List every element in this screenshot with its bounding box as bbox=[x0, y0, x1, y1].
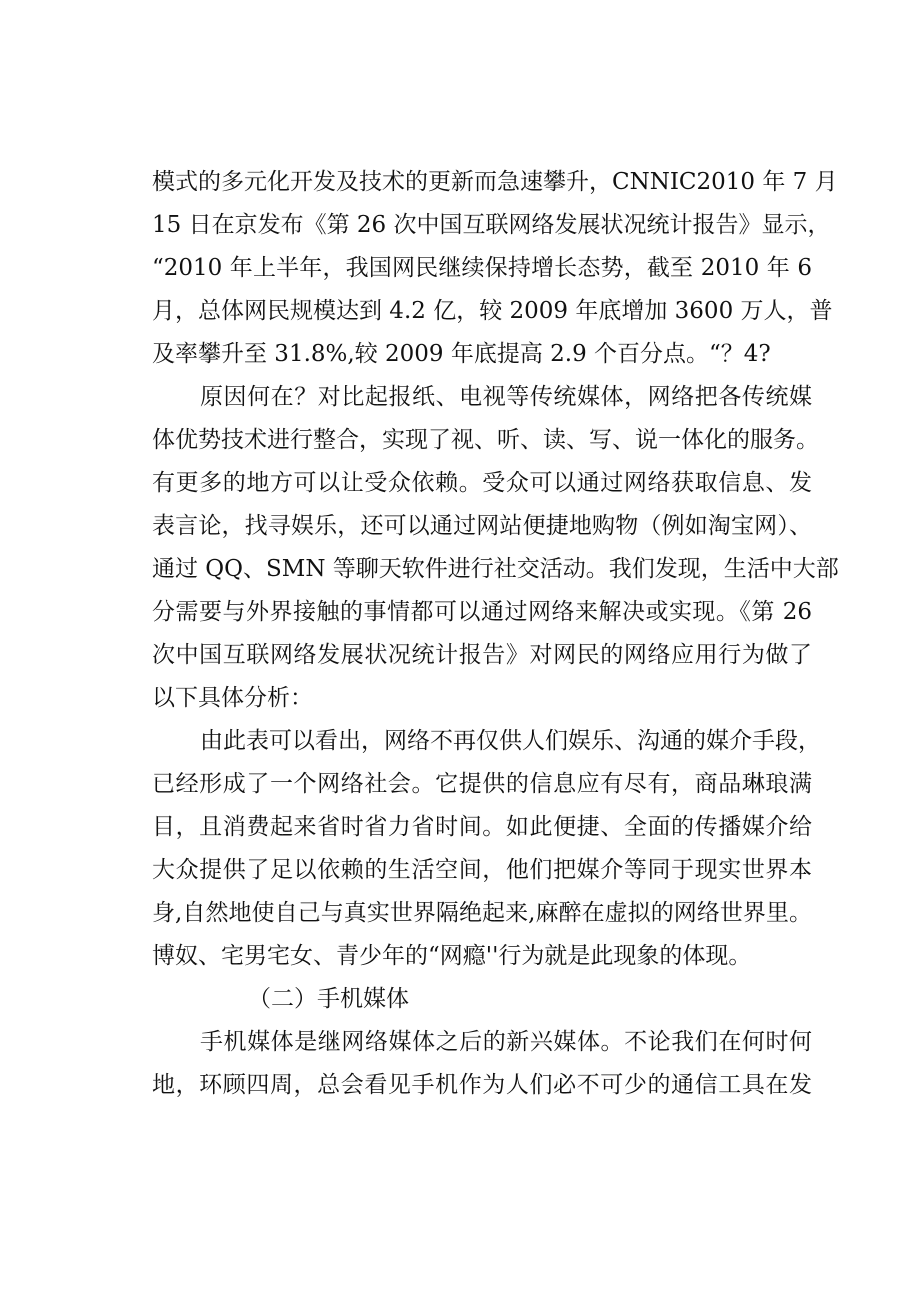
text-line: 由此表可以看出，网络不再仅供人们娱乐、沟通的媒介手段， bbox=[200, 728, 821, 754]
text-line: 以下具体分析： bbox=[152, 685, 313, 711]
section-heading: （二）手机媒体 bbox=[248, 986, 409, 1012]
text-line: 通过 QQ、SMN 等聊天软件进行社交活动。我们发现，生活中大部 bbox=[152, 556, 839, 582]
text-line: 地，环顾四周，总会看见手机作为人们必不可少的通信工具在发 bbox=[152, 1072, 812, 1098]
text-line: 及率攀升至 31.8%,较 2009 年底提高 2.9 个百分点。“？4? bbox=[152, 341, 771, 367]
text-line: 身,自然地使自己与真实世界隔绝起来,麻醉在虚拟的网络世界里。 bbox=[152, 900, 812, 926]
text-line: 博奴、宅男宅女、青少年的“网瘾''行为就是此现象的体现。 bbox=[152, 943, 752, 969]
text-line: 分需要与外界接触的事情都可以通过网络来解决或实现。《第 26 bbox=[152, 599, 812, 625]
text-line: 次中国互联网络发展状况统计报告》对网民的网络应用行为做了 bbox=[152, 642, 812, 668]
text-line: 大众提供了足以依赖的生活空间，他们把媒介等同于现实世界本 bbox=[152, 857, 812, 883]
text-line: 有更多的地方可以让受众依赖。受众可以通过网络获取信息、发 bbox=[152, 470, 812, 496]
text-line: “2010 年上半年，我国网民继续保持增长态势，截至 2010 年 6 bbox=[152, 255, 812, 281]
text-line: 表言论，找寻娱乐，还可以通过网站便捷地购物（例如淘宝网）、 bbox=[152, 513, 812, 539]
text-line: 原因何在？对比起报纸、电视等传统媒体，网络把各传统媒 bbox=[200, 384, 812, 410]
text-line: 体优势技术进行整合，实现了视、听、读、写、说一体化的服务。 bbox=[152, 427, 819, 453]
text-line: 手机媒体是继网络媒体之后的新兴媒体。不论我们在何时何 bbox=[200, 1029, 812, 1055]
text-line: 月，总体网民规模达到 4.2 亿，较 2009 年底增加 3600 万人，普 bbox=[152, 298, 833, 324]
text-line: 已经形成了一个网络社会。它提供的信息应有尽有，商品琳琅满 bbox=[152, 771, 812, 797]
text-line: 目，且消费起来省时省力省时间。如此便捷、全面的传播媒介给 bbox=[152, 814, 812, 840]
text-line: 模式的多元化开发及技术的更新而急速攀升，CNNIC2010 年 7 月 bbox=[152, 169, 838, 195]
text-line: 15 日在京发布《第 26 次中国互联网络发展状况统计报告》显示， bbox=[152, 212, 831, 238]
